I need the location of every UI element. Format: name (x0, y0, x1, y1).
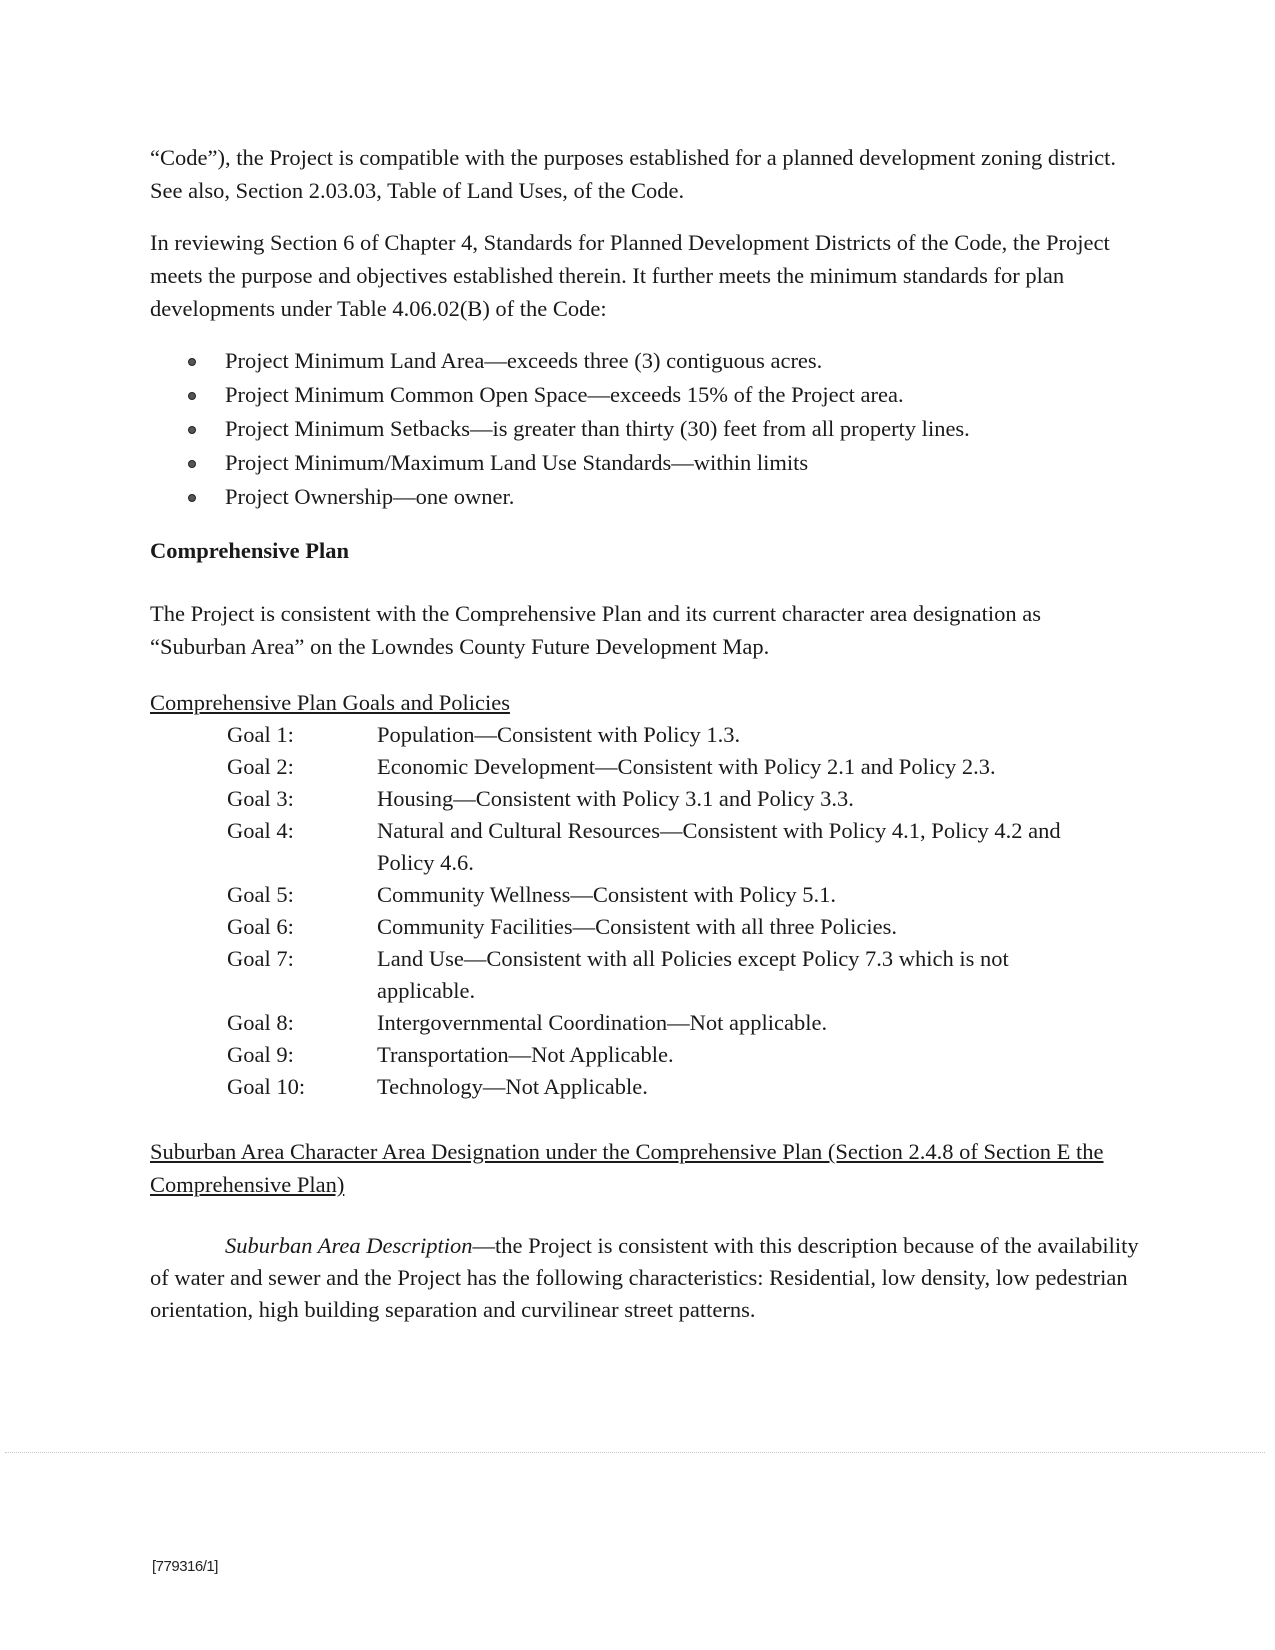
goal-text: Economic Development—Consistent with Policy 2.1 and Policy 2.3. (377, 754, 996, 779)
goal-text: Natural and Cultural Resources—Consistent with Policy 4.1, Policy 4.2 and Policy 4.6. (377, 818, 1061, 875)
description-body: —the Project is consistent with this description because of the availability of water and sewer and the Project has the following characteristics: Residential, low density, low pedestrian orientation, high building separation and curvilinear street patterns. (150, 1233, 1139, 1322)
bullet-icon (188, 358, 196, 366)
goal-text: Transportation—Not Applicable. (377, 1042, 674, 1067)
bullet-icon (188, 460, 196, 468)
comprehensive-plan-heading: Comprehensive Plan (150, 538, 349, 563)
goals-table (150, 719, 1140, 1103)
goal-row (150, 751, 1140, 783)
list-item-text: Project Minimum/Maximum Land Use Standards—within limits (225, 450, 809, 475)
goal-row (150, 1007, 1140, 1039)
goal-label: Goal 1: (227, 722, 294, 747)
goal-row (150, 719, 1140, 751)
goal-label: Goal 2: (227, 754, 294, 779)
goal-text: Community Facilities—Consistent with all three Policies. (377, 914, 897, 939)
list-item (150, 446, 1140, 480)
goal-label: Goal 7: (227, 946, 294, 971)
page-divider (5, 1452, 1265, 1453)
goal-label: Goal 3: (227, 786, 294, 811)
goal-label: Goal 8: (227, 1010, 294, 1035)
list-item-text: Project Ownership—one owner. (225, 484, 515, 509)
goal-row (150, 1071, 1140, 1103)
goal-label: Goal 6: (227, 914, 294, 939)
goal-text: Land Use—Consistent with all Policies except Policy 7.3 which is not applicable. (377, 946, 1009, 1003)
goal-label: Goal 4: (227, 818, 294, 843)
list-item (150, 480, 1140, 514)
goal-row (150, 911, 1140, 943)
goal-text: Intergovernmental Coordination—Not applicable. (377, 1010, 828, 1035)
goal-row (150, 815, 1140, 879)
list-item-text: Project Minimum Common Open Space—exceeds 15% of the Project area. (225, 382, 904, 407)
paragraph-comprehensive-plan: The Project is consistent with the Comprehensive Plan and its current character area designation as “Suburban Area” on the Lowndes County Future Development Map. (150, 601, 1041, 659)
suburban-area-description (150, 1230, 1140, 1326)
document-page (150, 141, 1140, 1326)
list-item-text: Project Minimum Setbacks—is greater than thirty (30) feet from all property lines. (225, 416, 970, 441)
suburban-area-heading: Suburban Area Character Area Designation under the Comprehensive Plan (Section 2.4.8 of Section E the Comprehensive Plan) (150, 1139, 1104, 1197)
goal-text: Technology—Not Applicable. (377, 1074, 648, 1099)
standards-list (150, 344, 1140, 514)
goal-row (150, 879, 1140, 911)
goal-text: Housing—Consistent with Policy 3.1 and Policy 3.3. (377, 786, 854, 811)
goal-text: Population—Consistent with Policy 1.3. (377, 722, 741, 747)
paragraph-code-compatibility: “Code”), the Project is compatible with the purposes established for a planned development zoning district. See also, Section 2.03.03, Table of Land Uses, of the Code. (150, 145, 1116, 203)
goal-label: Goal 10: (227, 1074, 306, 1099)
goal-row (150, 1039, 1140, 1071)
list-item-text: Project Minimum Land Area—exceeds three (3) contiguous acres. (225, 348, 823, 373)
goal-text: Community Wellness—Consistent with Policy 5.1. (377, 882, 837, 907)
goal-label: Goal 9: (227, 1042, 294, 1067)
bullet-icon (188, 392, 196, 400)
goals-policies-heading: Comprehensive Plan Goals and Policies (150, 690, 510, 715)
list-item (150, 412, 1140, 446)
goal-row (150, 783, 1140, 815)
goal-label: Goal 5: (227, 882, 294, 907)
bullet-icon (188, 494, 196, 502)
list-item (150, 344, 1140, 378)
bullet-icon (188, 426, 196, 434)
goal-row (150, 943, 1140, 1007)
paragraph-planned-development-standards: In reviewing Section 6 of Chapter 4, Standards for Planned Development Districts of the Code, the Project meets the purpose and objectives established therein. It further meets the minimum standards for plan developments under Table 4.06.02(B) of the Code: (150, 230, 1110, 321)
list-item (150, 378, 1140, 412)
document-id-footer: [779316/1] (152, 1558, 218, 1575)
description-lead: Suburban Area Description (225, 1233, 473, 1258)
